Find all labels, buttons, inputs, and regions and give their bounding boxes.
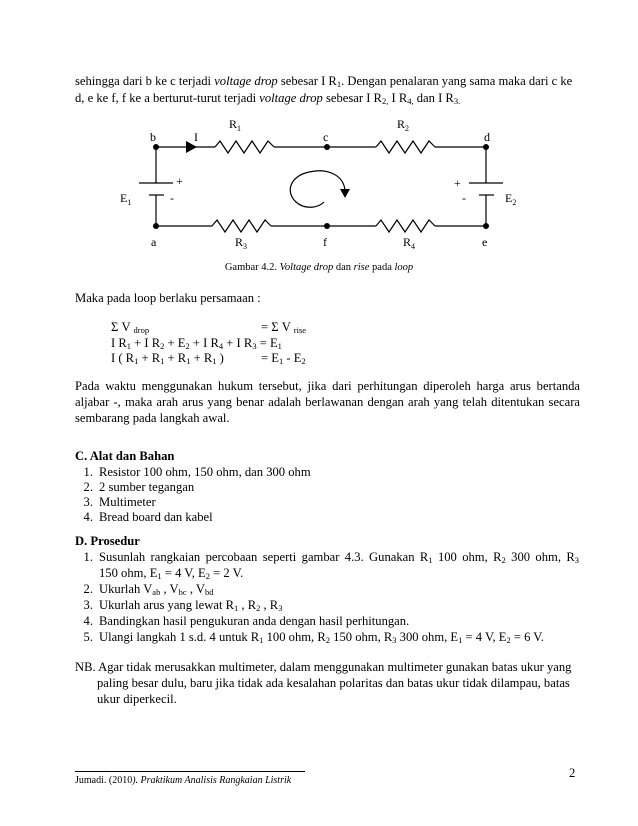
text: bc	[178, 587, 187, 597]
text: dan	[333, 262, 354, 273]
text: , R	[238, 598, 257, 612]
list-item	[75, 614, 595, 629]
text: Ukurlah V	[99, 582, 153, 596]
equation-line-1	[111, 320, 149, 335]
text: + I R	[131, 336, 161, 350]
list-item	[75, 510, 595, 525]
label-r1: $R_1$	[229, 117, 242, 133]
text: 2 sumber tegangan	[99, 480, 195, 494]
label-e1-plus: +	[176, 174, 183, 188]
text	[99, 630, 544, 645]
text: voltage drop	[259, 91, 323, 105]
body-paragraph: Pada waktu menggunakan hukum tersebut, jika dari perhitungan diperoleh harga arus bertanda aljabar -, maka arah arus yang benar adalah berlawanan dengan arah yang telah ditentukan secara sembarang pada langkah awal.	[75, 379, 580, 425]
text: 3.	[83, 598, 93, 612]
text: Ulangi langkah 1 s.d. 4 untuk R	[99, 630, 260, 644]
text: 300 ohm, R	[505, 550, 575, 564]
text: Susunlah rangkaian percobaan seperti gambar 4.3. Gunakan R	[99, 550, 429, 564]
text: + R	[190, 351, 213, 365]
text: = 4 V, E	[161, 566, 206, 580]
text: 2	[506, 635, 511, 645]
node-d	[483, 144, 489, 150]
label-e2: $E_2$	[505, 191, 517, 207]
text: pada	[369, 262, 395, 273]
text: Σ V	[111, 320, 134, 334]
text: Voltage drop	[279, 262, 334, 273]
loop-arrowhead-icon	[340, 189, 350, 198]
text: rise	[353, 262, 370, 273]
equation-line-1-rhs	[261, 320, 306, 335]
footer-divider	[75, 771, 305, 772]
text: 3.	[453, 96, 461, 106]
node-e	[483, 223, 489, 229]
text: ab	[152, 587, 161, 597]
resistor-r3	[212, 220, 271, 232]
text: 3	[278, 603, 283, 613]
resistor-r1	[215, 141, 274, 153]
text: + I R	[223, 336, 253, 350]
text: 1	[428, 555, 433, 565]
text: 1	[278, 356, 284, 366]
text: 1	[212, 356, 217, 366]
figure-caption	[0, 262, 638, 273]
text: 2	[301, 356, 306, 366]
node-c	[324, 144, 330, 150]
text: 1	[134, 356, 139, 366]
label-e2-plus: +	[454, 176, 461, 190]
nb-line-1: NB. Agar tidak merusakkan multimeter, dalam menggunakan multimeter gunakan batas ukur yang	[75, 660, 572, 674]
text: , V	[160, 582, 179, 596]
text: - E	[283, 351, 302, 365]
text: 3.	[83, 495, 93, 509]
text: Bandingkan hasil pengukuran anda dengan hasil perhitungan.	[99, 614, 410, 628]
circuit-diagram	[0, 110, 638, 260]
text: 2,	[381, 96, 389, 106]
list-item	[75, 480, 595, 495]
label-r4: $R_4$	[403, 235, 416, 251]
text: 2	[185, 341, 190, 351]
text: ). Praktikum Analisis Rangkaian Listrik	[132, 775, 292, 786]
resistor-r2	[376, 141, 435, 153]
text: = 4 V, E	[462, 630, 507, 644]
text: rise	[293, 325, 307, 335]
equation-line-2	[111, 336, 282, 351]
resistor-r4	[376, 220, 435, 232]
text: 1	[277, 341, 282, 351]
text: 4,	[407, 96, 414, 106]
text	[99, 550, 579, 565]
text: 5.	[83, 630, 93, 644]
label-a: a	[151, 235, 157, 249]
label-e2-minus: -	[462, 191, 466, 205]
text: 1	[157, 571, 162, 581]
text: = E	[256, 336, 278, 350]
list-item	[75, 465, 595, 480]
equation-line-3-rhs	[261, 351, 306, 366]
text: bd	[204, 587, 214, 597]
text: = 2 V.	[210, 566, 244, 580]
loop-arrow-icon	[290, 171, 345, 207]
node-f	[324, 223, 330, 229]
text: 300 ohm, E	[396, 630, 459, 644]
text: sebesar I R	[322, 91, 382, 105]
text: 1	[126, 341, 131, 351]
nb-line-2: paling besar dulu, baru jika tidak ada kesalahan polaritas dan batas ukur tidak dilampau, batas	[97, 676, 570, 690]
label-i: I	[194, 130, 198, 144]
text: . Dengan penalaran yang sama maka dari c ke	[341, 74, 573, 88]
text: 4.	[83, 510, 93, 524]
text: + E	[164, 336, 186, 350]
text: , R	[260, 598, 279, 612]
text: 2	[501, 555, 506, 565]
label-r2: $R_2$	[397, 117, 410, 133]
intro-line-1	[75, 74, 575, 89]
text: 3	[574, 555, 579, 565]
label-r3: $R_3$	[235, 235, 248, 251]
text: dan I R	[413, 91, 454, 105]
text: Jumadi. (2010	[75, 775, 133, 786]
text: 150 ohm, E	[99, 566, 158, 580]
text: 2	[205, 571, 210, 581]
text: 1.	[83, 550, 93, 564]
text: 2	[256, 603, 261, 613]
text: + I R	[189, 336, 219, 350]
nb-line-3: ukur diperkecil.	[97, 692, 177, 706]
text: Bread board dan kabel	[99, 510, 213, 524]
text: loop	[394, 262, 414, 273]
text: d, e ke f, f ke a berturut-turut terjadi	[75, 91, 260, 105]
loop-text: Maka pada loop berlaku persamaan :	[75, 291, 261, 305]
text: I R	[388, 91, 408, 105]
intro-line-2	[75, 91, 460, 106]
text: Gambar 4.2.	[224, 262, 280, 273]
text: )	[216, 351, 224, 365]
text	[99, 566, 243, 581]
text: 4	[218, 341, 224, 351]
text: 1	[160, 356, 165, 366]
list-item	[75, 630, 595, 645]
equation-line-3	[111, 351, 224, 366]
list-item	[75, 582, 595, 597]
label-b: b	[150, 130, 156, 144]
text: I ( R	[111, 351, 135, 365]
text: drop	[133, 325, 150, 335]
text: sehingga dari b ke c terjadi	[75, 74, 215, 88]
list-item	[75, 550, 595, 582]
text: I R	[111, 336, 127, 350]
text: + R	[138, 351, 161, 365]
text: Resistor 100 ohm, 150 ohm, dan 300 ohm	[99, 465, 311, 479]
section-d-title: D. Prosedur	[75, 534, 140, 548]
text: 3	[392, 635, 397, 645]
text: 4.	[83, 614, 93, 628]
footer-citation	[75, 775, 291, 786]
text: 1	[336, 79, 342, 89]
text	[99, 582, 213, 597]
node-a	[153, 223, 159, 229]
text: + R	[164, 351, 187, 365]
list-item	[75, 495, 595, 510]
text: 150 ohm, R	[330, 630, 393, 644]
text: 100 ohm, R	[432, 550, 502, 564]
text: 2.	[83, 480, 93, 494]
text: 1	[458, 635, 463, 645]
label-d: d	[484, 130, 490, 144]
page-number: 2	[569, 766, 576, 780]
text: 3	[252, 341, 257, 351]
text: sebesar I R	[277, 74, 337, 88]
text: , V	[186, 582, 205, 596]
text: 2	[160, 341, 165, 351]
label-c: c	[323, 130, 329, 144]
text: = 6 V.	[510, 630, 544, 644]
text: = Σ V	[261, 320, 294, 334]
label-f: f	[323, 235, 327, 249]
text: 1.	[83, 465, 93, 479]
text: 1	[234, 603, 239, 613]
text: Ukurlah arus yang lewat R	[99, 598, 234, 612]
node-b	[153, 144, 159, 150]
text: 1	[259, 635, 264, 645]
text: Multimeter	[99, 495, 156, 509]
text	[99, 598, 282, 613]
list-item	[75, 598, 595, 613]
text: voltage drop	[214, 74, 278, 88]
label-e1-minus: -	[170, 191, 174, 205]
text: 2	[325, 635, 330, 645]
section-c-title: C. Alat dan Bahan	[75, 449, 175, 463]
text: 1	[186, 356, 191, 366]
label-e: e	[482, 235, 488, 249]
label-e1: $E_1$	[120, 191, 132, 207]
text: 100 ohm, R	[263, 630, 326, 644]
text: = E	[261, 351, 279, 365]
text: 2.	[83, 582, 93, 596]
